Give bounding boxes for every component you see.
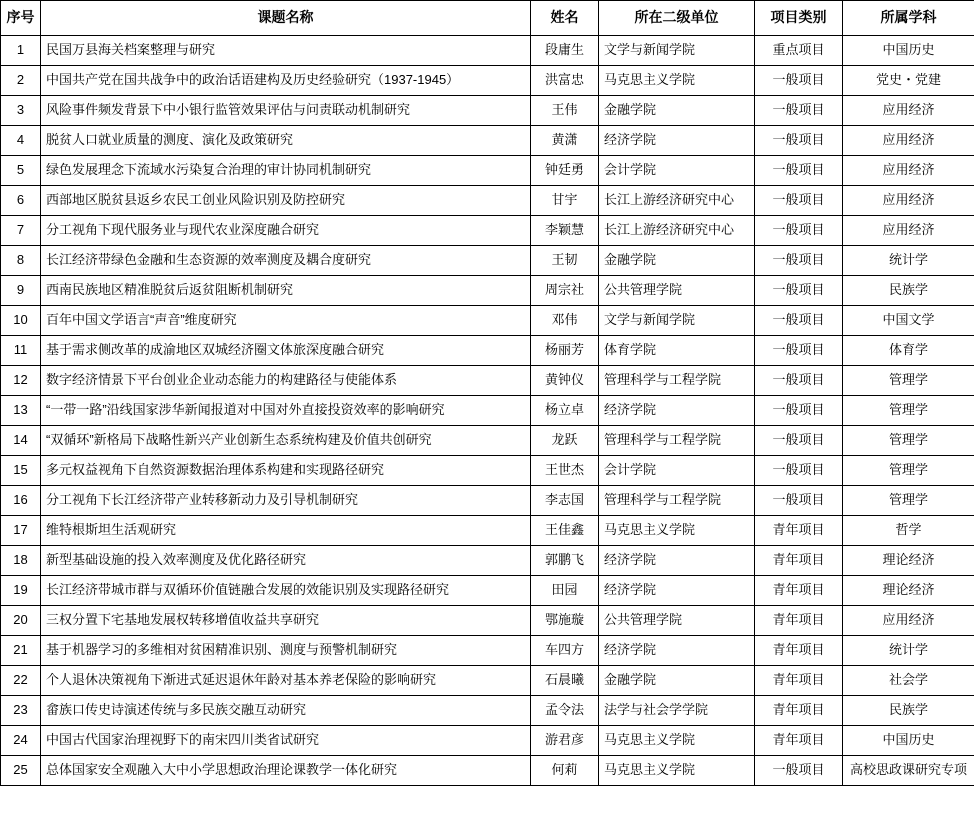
- cell-name: 黄钟仪: [531, 366, 599, 396]
- cell-unit: 会计学院: [599, 156, 755, 186]
- cell-unit: 管理科学与工程学院: [599, 486, 755, 516]
- cell-discipline: 社会学: [843, 666, 974, 696]
- cell-title: 总体国家安全观融入大中小学思想政治理论课教学一体化研究: [41, 756, 531, 786]
- cell-unit: 经济学院: [599, 576, 755, 606]
- cell-name: 王韧: [531, 246, 599, 276]
- cell-index: 3: [1, 96, 41, 126]
- table-row: [1, 546, 974, 576]
- cell-index: 12: [1, 366, 41, 396]
- cell-name: 杨立卓: [531, 396, 599, 426]
- cell-type: 青年项目: [755, 576, 843, 606]
- cell-discipline: 统计学: [843, 636, 974, 666]
- table-row: [1, 576, 974, 606]
- cell-name: 孟令法: [531, 696, 599, 726]
- cell-title: 个人退休决策视角下渐进式延迟退休年龄对基本养老保险的影响研究: [41, 666, 531, 696]
- cell-index: 16: [1, 486, 41, 516]
- cell-type: 一般项目: [755, 306, 843, 336]
- cell-name: 钟廷勇: [531, 156, 599, 186]
- cell-discipline: 应用经济: [843, 606, 974, 636]
- table-row: [1, 366, 974, 396]
- cell-type: 一般项目: [755, 336, 843, 366]
- cell-index: 4: [1, 126, 41, 156]
- cell-unit: 会计学院: [599, 456, 755, 486]
- cell-unit: 马克思主义学院: [599, 756, 755, 786]
- cell-name: 李颖慧: [531, 216, 599, 246]
- table-row: [1, 756, 974, 786]
- table-row: [1, 276, 974, 306]
- cell-unit: 马克思主义学院: [599, 66, 755, 96]
- cell-index: 2: [1, 66, 41, 96]
- cell-unit: 长江上游经济研究中心: [599, 186, 755, 216]
- cell-unit: 经济学院: [599, 396, 755, 426]
- cell-title: 基于需求侧改革的成渝地区双城经济圈文体旅深度融合研究: [41, 336, 531, 366]
- cell-index: 13: [1, 396, 41, 426]
- table-row: [1, 66, 974, 96]
- table-row: [1, 516, 974, 546]
- cell-unit: 文学与新闻学院: [599, 306, 755, 336]
- cell-title: 西南民族地区精准脱贫后返贫阻断机制研究: [41, 276, 531, 306]
- cell-type: 一般项目: [755, 456, 843, 486]
- cell-discipline: 统计学: [843, 246, 974, 276]
- table-header-row: [1, 1, 974, 36]
- cell-unit: 体育学院: [599, 336, 755, 366]
- cell-name: 王伟: [531, 96, 599, 126]
- cell-name: 田园: [531, 576, 599, 606]
- cell-discipline: 中国历史: [843, 36, 974, 66]
- cell-index: 9: [1, 276, 41, 306]
- cell-name: 龙跃: [531, 426, 599, 456]
- cell-title: 西部地区脱贫县返乡农民工创业风险识别及防控研究: [41, 186, 531, 216]
- cell-discipline: 管理学: [843, 456, 974, 486]
- table-row: [1, 456, 974, 486]
- cell-name: 游君彦: [531, 726, 599, 756]
- cell-discipline: 应用经济: [843, 96, 974, 126]
- cell-name: 王世杰: [531, 456, 599, 486]
- cell-unit: 经济学院: [599, 126, 755, 156]
- cell-name: 石晨曦: [531, 666, 599, 696]
- cell-discipline: 中国历史: [843, 726, 974, 756]
- cell-discipline: 民族学: [843, 696, 974, 726]
- cell-title: 分工视角下现代服务业与现代农业深度融合研究: [41, 216, 531, 246]
- cell-title: 脱贫人口就业质量的测度、演化及政策研究: [41, 126, 531, 156]
- cell-discipline: 应用经济: [843, 186, 974, 216]
- cell-type: 青年项目: [755, 666, 843, 696]
- cell-name: 甘宇: [531, 186, 599, 216]
- cell-discipline: 高校思政课研究专项: [843, 756, 974, 786]
- cell-discipline: 中国文学: [843, 306, 974, 336]
- table-row: [1, 216, 974, 246]
- cell-index: 5: [1, 156, 41, 186]
- cell-title: “双循环”新格局下战略性新兴产业创新生态系统构建及价值共创研究: [41, 426, 531, 456]
- cell-unit: 管理科学与工程学院: [599, 426, 755, 456]
- cell-title: 风险事件频发背景下中小银行监管效果评估与问责联动机制研究: [41, 96, 531, 126]
- cell-title: 中国古代国家治理视野下的南宋四川类省试研究: [41, 726, 531, 756]
- cell-type: 青年项目: [755, 546, 843, 576]
- cell-index: 22: [1, 666, 41, 696]
- column-header-title: 课题名称: [41, 1, 531, 36]
- cell-discipline: 应用经济: [843, 216, 974, 246]
- cell-index: 25: [1, 756, 41, 786]
- cell-title: 三权分置下宅基地发展权转移增值收益共享研究: [41, 606, 531, 636]
- table-row: [1, 336, 974, 366]
- table-row: [1, 426, 974, 456]
- cell-title: 长江经济带绿色金融和生态资源的效率测度及耦合度研究: [41, 246, 531, 276]
- table-row: [1, 156, 974, 186]
- cell-unit: 长江上游经济研究中心: [599, 216, 755, 246]
- table-row: [1, 696, 974, 726]
- cell-title: 多元权益视角下自然资源数据治理体系构建和实现路径研究: [41, 456, 531, 486]
- cell-title: 维特根斯坦生活观研究: [41, 516, 531, 546]
- cell-discipline: 管理学: [843, 396, 974, 426]
- cell-type: 一般项目: [755, 186, 843, 216]
- cell-index: 21: [1, 636, 41, 666]
- cell-type: 青年项目: [755, 636, 843, 666]
- cell-title: “一带一路”沿线国家涉华新闻报道对中国对外直接投资效率的影响研究: [41, 396, 531, 426]
- cell-title: 数字经济情景下平台创业企业动态能力的构建路径与使能体系: [41, 366, 531, 396]
- cell-type: 一般项目: [755, 156, 843, 186]
- cell-name: 王佳鑫: [531, 516, 599, 546]
- table-row: [1, 96, 974, 126]
- cell-discipline: 管理学: [843, 486, 974, 516]
- table-row: [1, 396, 974, 426]
- cell-title: 畲族口传史诗演述传统与多民族交融互动研究: [41, 696, 531, 726]
- table-row: [1, 636, 974, 666]
- cell-name: 洪富忠: [531, 66, 599, 96]
- cell-discipline: 哲学: [843, 516, 974, 546]
- cell-type: 一般项目: [755, 126, 843, 156]
- table-row: [1, 606, 974, 636]
- cell-index: 1: [1, 36, 41, 66]
- cell-title: 绿色发展理念下流域水污染复合治理的审计协同机制研究: [41, 156, 531, 186]
- cell-title: 民国万县海关档案整理与研究: [41, 36, 531, 66]
- cell-index: 20: [1, 606, 41, 636]
- cell-unit: 管理科学与工程学院: [599, 366, 755, 396]
- cell-title: 百年中国文学语言“声音”维度研究: [41, 306, 531, 336]
- cell-type: 一般项目: [755, 396, 843, 426]
- cell-unit: 经济学院: [599, 546, 755, 576]
- cell-discipline: 党史・党建: [843, 66, 974, 96]
- cell-unit: 文学与新闻学院: [599, 36, 755, 66]
- cell-index: 17: [1, 516, 41, 546]
- cell-index: 23: [1, 696, 41, 726]
- cell-type: 一般项目: [755, 486, 843, 516]
- table-row: [1, 666, 974, 696]
- cell-type: 一般项目: [755, 66, 843, 96]
- cell-index: 14: [1, 426, 41, 456]
- cell-type: 青年项目: [755, 726, 843, 756]
- cell-discipline: 应用经济: [843, 156, 974, 186]
- cell-type: 一般项目: [755, 366, 843, 396]
- cell-name: 杨丽芳: [531, 336, 599, 366]
- cell-index: 15: [1, 456, 41, 486]
- cell-type: 一般项目: [755, 246, 843, 276]
- cell-index: 11: [1, 336, 41, 366]
- cell-index: 24: [1, 726, 41, 756]
- column-header-discipline: 所属学科: [843, 1, 974, 36]
- cell-name: 何莉: [531, 756, 599, 786]
- cell-index: 6: [1, 186, 41, 216]
- cell-unit: 公共管理学院: [599, 606, 755, 636]
- cell-type: 一般项目: [755, 426, 843, 456]
- cell-title: 基于机器学习的多维相对贫困精准识别、测度与预警机制研究: [41, 636, 531, 666]
- table-row: [1, 36, 974, 66]
- cell-type: 一般项目: [755, 756, 843, 786]
- cell-unit: 马克思主义学院: [599, 516, 755, 546]
- table-header: [1, 1, 974, 36]
- cell-discipline: 理论经济: [843, 546, 974, 576]
- cell-name: 李志国: [531, 486, 599, 516]
- cell-type: 青年项目: [755, 696, 843, 726]
- cell-unit: 经济学院: [599, 636, 755, 666]
- table-row: [1, 186, 974, 216]
- cell-unit: 金融学院: [599, 246, 755, 276]
- cell-type: 重点项目: [755, 36, 843, 66]
- cell-unit: 马克思主义学院: [599, 726, 755, 756]
- cell-type: 一般项目: [755, 96, 843, 126]
- column-header-unit: 所在二级单位: [599, 1, 755, 36]
- column-header-name: 姓名: [531, 1, 599, 36]
- cell-title: 中国共产党在国共战争中的政治话语建构及历史经验研究（1937-1945）: [41, 66, 531, 96]
- cell-discipline: 理论经济: [843, 576, 974, 606]
- table-row: [1, 246, 974, 276]
- table-row: [1, 126, 974, 156]
- cell-name: 黄潇: [531, 126, 599, 156]
- cell-name: 车四方: [531, 636, 599, 666]
- cell-type: 一般项目: [755, 216, 843, 246]
- cell-discipline: 管理学: [843, 426, 974, 456]
- cell-title: 新型基础设施的投入效率测度及优化路径研究: [41, 546, 531, 576]
- cell-index: 19: [1, 576, 41, 606]
- cell-title: 长江经济带城市群与双循环价值链融合发展的效能识别及实现路径研究: [41, 576, 531, 606]
- cell-unit: 金融学院: [599, 666, 755, 696]
- cell-discipline: 管理学: [843, 366, 974, 396]
- cell-name: 邓伟: [531, 306, 599, 336]
- column-header-index: 序号: [1, 1, 41, 36]
- cell-type: 青年项目: [755, 606, 843, 636]
- cell-index: 7: [1, 216, 41, 246]
- cell-discipline: 民族学: [843, 276, 974, 306]
- table-row: [1, 306, 974, 336]
- cell-name: 郭鹏飞: [531, 546, 599, 576]
- cell-title: 分工视角下长江经济带产业转移新动力及引导机制研究: [41, 486, 531, 516]
- table-row: [1, 486, 974, 516]
- cell-unit: 公共管理学院: [599, 276, 755, 306]
- cell-discipline: 体育学: [843, 336, 974, 366]
- cell-unit: 法学与社会学学院: [599, 696, 755, 726]
- cell-index: 18: [1, 546, 41, 576]
- cell-discipline: 应用经济: [843, 126, 974, 156]
- cell-type: 青年项目: [755, 516, 843, 546]
- cell-name: 周宗社: [531, 276, 599, 306]
- cell-index: 10: [1, 306, 41, 336]
- cell-type: 一般项目: [755, 276, 843, 306]
- cell-index: 8: [1, 246, 41, 276]
- cell-unit: 金融学院: [599, 96, 755, 126]
- column-header-type: 项目类别: [755, 1, 843, 36]
- cell-name: 鄂施璇: [531, 606, 599, 636]
- cell-name: 段庸生: [531, 36, 599, 66]
- table-row: [1, 726, 974, 756]
- table-body: [1, 36, 974, 786]
